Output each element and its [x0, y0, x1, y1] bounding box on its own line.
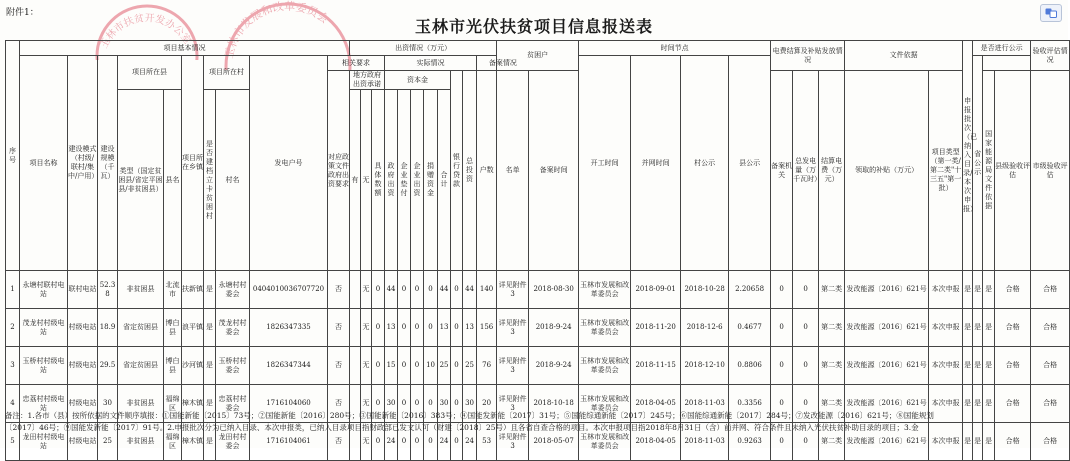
cell-nea-file: 发改能源〔2016〕621号 [845, 347, 929, 385]
cell-proj-type: 第二类 [819, 385, 845, 423]
header-total: 总投资 [463, 71, 477, 271]
cell-nea-file: 发改能源〔2016〕621号 [845, 271, 929, 309]
cell-village: 永塘村村委会 [216, 271, 250, 309]
cell-households: 140 [477, 271, 497, 309]
cell-city-acc: 合格 [1031, 385, 1070, 423]
cell-names: 详见附件3 [497, 347, 529, 385]
cell-scale: 25 [98, 423, 118, 461]
cell-city-acc: 合格 [1031, 423, 1070, 461]
cell-subsidy: 0 [793, 271, 819, 309]
cell-account: 1826347335 [250, 309, 328, 347]
cell-gov: 30 [385, 385, 398, 423]
cell-mode: 村级电站 [68, 423, 98, 461]
cell-gov: 44 [385, 271, 398, 309]
header-build-mode: 建设模式（村级/联村/集中/户用） [68, 56, 98, 271]
cell-account: 1716104061 [250, 423, 328, 461]
header-city-acc: 市级验收评估 [1031, 71, 1070, 271]
header-village-poor: 是否建档立卡贫困村 [204, 90, 216, 271]
header-county-type: 类型（国定贫困县/省定平困县/非贫困县） [118, 90, 164, 271]
cell-city-acc: 合格 [1031, 347, 1070, 385]
header-seq: 序号 [6, 41, 20, 271]
svg-text:玉林市发展和改革委员会: 玉林市发展和改革委员会 [222, 0, 331, 60]
cell-apply-batch: 本次申报 [929, 385, 963, 423]
cell-town: 樟木镇 [182, 385, 204, 423]
cell-village: 茂龙村村委会 [216, 309, 250, 347]
cell-county: 北流市 [164, 271, 182, 309]
cell-record-time: 2018-05-07 [529, 423, 579, 461]
cell-name: 玉桥村村级电站 [20, 347, 68, 385]
cell-name: 忠荔村村级电站 [20, 385, 68, 423]
cell-nea-file: 发改能源〔2016〕621号 [845, 309, 929, 347]
header-poor-households: 贫困户 [497, 41, 579, 71]
cell-record-org: 玉林市发展和改革委员会 [579, 385, 631, 423]
header-subsidy: 领取的补贴（万元） [845, 71, 929, 271]
header-enterprise-fund: 企业出资 [411, 90, 424, 271]
cell-record-time: 2018-08-30 [529, 271, 579, 309]
cell-province-pub: 是 [983, 271, 995, 309]
cell-village-pub: 是 [963, 423, 973, 461]
cell-policy: 否 [328, 385, 350, 423]
header-county: 项目所在县 [118, 56, 182, 90]
cell-enterprise-loan: 0 [398, 271, 411, 309]
cell-grid-time: 2018-12-10 [681, 347, 729, 385]
cell-county: 博白县 [164, 347, 182, 385]
header-files: 文件依据 [845, 41, 963, 71]
cell-county-pub: 是 [973, 309, 983, 347]
cell-start-time: 2018-11-20 [631, 309, 681, 347]
table-row [6, 347, 1070, 385]
cell-county-pub: 是 [973, 347, 983, 385]
header-record-time: 备案时间 [529, 71, 579, 271]
header-enterprise-loan: 企业垫付 [398, 90, 411, 271]
header-amount: 具体数额 [372, 90, 385, 271]
cell-settle-fee: 0 [771, 271, 793, 309]
header-project-name: 项目名称 [20, 56, 68, 271]
cell-enterprise-loan: 0 [398, 309, 411, 347]
cell-subtotal: 44 [438, 271, 451, 309]
cell-nea-file: 发改能源〔2016〕621号 [845, 385, 929, 423]
header-county-acc: 县级验收评估 [995, 71, 1031, 271]
cell-mode: 村级电站 [68, 385, 98, 423]
header-settle-fee: 结算电费（万元） [819, 71, 845, 271]
cell-apply-batch: 本次申报 [929, 423, 963, 461]
cell-grid-time: 2018-11-03 [681, 423, 729, 461]
cell-province-pub: 是 [983, 347, 995, 385]
cell-enterprise-loan: 0 [398, 347, 411, 385]
header-capital: 资本金 [385, 71, 451, 90]
header-apply-batch: 申报批次（已纳入目录/本次申报） [963, 41, 973, 271]
cell-total: 44 [463, 271, 477, 309]
cell-seq: 2 [6, 309, 20, 347]
cell-mode: 村级电站 [68, 309, 98, 347]
cell-subsidy: 0 [793, 423, 819, 461]
cell-settle-fee: 0 [771, 347, 793, 385]
cell-name: 永塘村联村电站 [20, 271, 68, 309]
header-grid-time: 并网时间 [631, 56, 681, 271]
cell-has [350, 309, 361, 347]
cell-has [350, 271, 361, 309]
cell-power-total: 0.8806 [729, 347, 771, 385]
header-scale: 建设规模（千瓦） [98, 56, 118, 271]
cell-seq: 4 [6, 385, 20, 423]
cell-policy: 否 [328, 423, 350, 461]
cell-names: 详见附件3 [497, 423, 529, 461]
cell-record-org: 玉林市发展和改革委员会 [579, 271, 631, 309]
cell-scale: 30 [98, 385, 118, 423]
cell-enterprise-loan: 0 [398, 385, 411, 423]
cell-record-org: 玉林市发展和改革委员会 [579, 423, 631, 461]
header-policy: 对应政策文件政府出资要求 [328, 71, 350, 271]
cell-start-time: 2018-11-15 [631, 347, 681, 385]
translate-button[interactable] [1040, 4, 1062, 22]
svg-text:玉林市扶贫开发办公室: 玉林市扶贫开发办公室 [98, 13, 193, 51]
table-row [6, 309, 1070, 347]
header-has: 有 [350, 90, 361, 271]
cell-village-pub: 是 [963, 347, 973, 385]
header-acceptance: 验收评估情况 [1031, 41, 1070, 71]
header-project-info: 项目基本情况 [20, 41, 350, 56]
cell-amount: 0 [372, 309, 385, 347]
cell-enterprise-fund: 0 [411, 347, 424, 385]
cell-county-type: 非贫困县 [118, 423, 164, 461]
cell-county-type: 非贫困县 [118, 271, 164, 309]
cell-names: 详见附件3 [497, 385, 529, 423]
cell-amount: 0 [372, 423, 385, 461]
cell-mode: 村级电站 [68, 347, 98, 385]
cell-county-acc: 合格 [995, 347, 1031, 385]
cell-enterprise-fund: 0 [411, 309, 424, 347]
cell-village-pub: 是 [963, 271, 973, 309]
cell-town: 浪平镇 [182, 309, 204, 347]
cell-name: 龙田村村级电站 [20, 423, 68, 461]
header-account: 发电户号 [250, 56, 328, 271]
cell-seq: 5 [6, 423, 20, 461]
cell-city-acc: 合格 [1031, 309, 1070, 347]
cell-bank-loan: 0 [451, 271, 463, 309]
header-none: 无 [361, 90, 372, 271]
cell-total: 24 [463, 423, 477, 461]
header-village: 项目所在村 [204, 56, 250, 90]
header-gov: 政府出资 [385, 90, 398, 271]
cell-county-acc: 合格 [995, 423, 1031, 461]
header-county-name: 县名 [164, 90, 182, 271]
cell-scale: 52.38 [98, 271, 118, 309]
notes-line-1: 备注：1.各市（县）按所依据的文件顺序填报：①国能新能〔2015〕73号；②国能新能〔2016〕280号；③国能新能〔2016〕383号；④国能发新能〔2017〕31号；⑤国能综通新能〔2017〕245号；⑥国能综通新能〔2017〕284号；⑦发改能源〔2016〕621号；⑧国能规划 [5, 411, 934, 420]
cell-proj-type: 第二类 [819, 423, 845, 461]
cell-donation: 10 [424, 347, 438, 385]
cell-county: 博白县 [164, 309, 182, 347]
cell-start-time: 2018-04-05 [631, 385, 681, 423]
cell-amount: 0 [372, 385, 385, 423]
cell-start-time: 2018-04-05 [631, 423, 681, 461]
cell-village-pub: 是 [963, 309, 973, 347]
cell-total: 13 [463, 309, 477, 347]
cell-subtotal: 24 [438, 423, 451, 461]
cell-donation: 0 [424, 271, 438, 309]
header-nea-file: 国家能源局文件依据 [983, 71, 995, 271]
cell-county-acc: 合格 [995, 271, 1031, 309]
cell-county-type: 省定贫困县 [118, 347, 164, 385]
cell-scale: 29.5 [98, 347, 118, 385]
header-names: 名单 [497, 71, 529, 271]
cell-names: 详见附件3 [497, 271, 529, 309]
cell-village: 玉桥村村委会 [216, 347, 250, 385]
cell-proj-type: 第二类 [819, 347, 845, 385]
cell-subsidy: 0 [793, 309, 819, 347]
cell-town: 樟木镇 [182, 423, 204, 461]
cell-amount: 0 [372, 347, 385, 385]
cell-none: 无 [361, 423, 372, 461]
header-village-pub: 村公示 [681, 56, 729, 271]
cell-account: 1826347344 [250, 347, 328, 385]
cell-subsidy: 0 [793, 385, 819, 423]
cell-village: 忠荔村村委会 [216, 385, 250, 423]
header-province-pub: 省公示 [973, 56, 983, 271]
header-invest: 出资情况（万元） [350, 41, 497, 56]
cell-mode: 联村电站 [68, 271, 98, 309]
cell-proj-type: 第二类 [819, 271, 845, 309]
cell-account: 0404010036707720 [250, 271, 328, 309]
cell-policy: 否 [328, 271, 350, 309]
cell-gov: 13 [385, 309, 398, 347]
cell-county: 福绵区 [164, 385, 182, 423]
cell-province-pub: 是 [983, 309, 995, 347]
cell-total: 30 [463, 385, 477, 423]
cell-subtotal: 30 [438, 385, 451, 423]
cell-names: 详见附件3 [497, 309, 529, 347]
cell-grid-time: 2018-10-28 [681, 271, 729, 309]
cell-none: 无 [361, 309, 372, 347]
cell-enterprise-fund: 0 [411, 423, 424, 461]
cell-province-pub: 是 [983, 423, 995, 461]
cell-policy: 否 [328, 347, 350, 385]
cell-record-time: 2018-9-24 [529, 309, 579, 347]
cell-enterprise-fund: 0 [411, 385, 424, 423]
cell-nea-file: 发改能源〔2016〕621号 [845, 423, 929, 461]
cell-none: 无 [361, 347, 372, 385]
project-info-table [5, 40, 1070, 461]
notes-line-2: 〔2017〕46号；⑨国能发新能〔2017〕91号。2.申报批次分为已纳入目录、本次申报类，已纳入目录项目指财政部已发文认可（财建〔2018〕25号）且各省自查合格的项目。本次申报项目指2018年8月31日（含）前并网、符合条件且未纳入光伏扶贫补助目录的项目；3.金 [5, 423, 919, 432]
cell-bank-loan: 0 [451, 347, 463, 385]
cell-power-total: 2.20658 [729, 271, 771, 309]
header-subtotal: 合计 [438, 90, 451, 271]
page-title: 玉林市光伏扶贫项目信息报送表 [414, 17, 653, 36]
header-proj-type: 项目类型（第一类/第二类"十三五"第一批） [929, 71, 963, 271]
cell-village-poor: 是 [204, 423, 216, 461]
cell-village-pub: 是 [963, 385, 973, 423]
cell-village-poor: 是 [204, 347, 216, 385]
cell-subtotal: 25 [438, 347, 451, 385]
cell-households: 20 [477, 385, 497, 423]
cell-proj-type: 第二类 [819, 309, 845, 347]
cell-county-pub: 是 [973, 385, 983, 423]
cell-bank-loan: 0 [451, 423, 463, 461]
cell-seq: 3 [6, 347, 20, 385]
header-start-time: 开工时间 [579, 56, 631, 271]
cell-record-time: 2018-9-24 [529, 347, 579, 385]
cell-apply-batch: 本次申报 [929, 347, 963, 385]
header-households: 户数 [477, 71, 497, 271]
cell-county-acc: 合格 [995, 309, 1031, 347]
cell-village-poor: 是 [204, 271, 216, 309]
cell-households: 76 [477, 347, 497, 385]
cell-settle-fee: 0 [771, 309, 793, 347]
cell-county-pub: 是 [973, 271, 983, 309]
header-village-name: 村名 [216, 90, 250, 271]
cell-settle-fee: 0 [771, 385, 793, 423]
cell-village: 龙田村村委会 [216, 423, 250, 461]
cell-name: 茂龙村村级电站 [20, 309, 68, 347]
header-county-pub: 县公示 [729, 56, 771, 271]
cell-record-org: 玉林市发展和改革委员会 [579, 347, 631, 385]
cell-has [350, 347, 361, 385]
attachment-label: 附件1： [6, 8, 39, 18]
header-power-total: 总发电量（万千瓦时） [793, 71, 819, 271]
cell-start-time: 2018-09-01 [631, 271, 681, 309]
header-bank-loan: 银行贷款 [451, 71, 463, 271]
cell-power-total: 0.9263 [729, 423, 771, 461]
cell-households: 53 [477, 423, 497, 461]
cell-power-total: 0.4677 [729, 309, 771, 347]
cell-gov: 24 [385, 423, 398, 461]
cell-province-pub: 是 [983, 385, 995, 423]
cell-apply-batch: 本次申报 [929, 309, 963, 347]
cell-donation: 0 [424, 385, 438, 423]
cell-county-type: 省定贫困县 [118, 309, 164, 347]
cell-record-time: 2018-10-18 [529, 385, 579, 423]
header-gov-promise: 地方政府出资承诺 [350, 71, 385, 90]
header-record-org: 备案机关 [771, 71, 793, 271]
cell-town: 沙河镇 [182, 347, 204, 385]
cell-enterprise-fund: 0 [411, 271, 424, 309]
cell-bank-loan: 0 [451, 385, 463, 423]
cell-households: 156 [477, 309, 497, 347]
cell-record-org: 玉林市发展和改革委员会 [579, 309, 631, 347]
cell-seq: 1 [6, 271, 20, 309]
cell-donation: 0 [424, 309, 438, 347]
header-actual: 实际情况 [385, 56, 477, 71]
cell-subtotal: 13 [438, 309, 451, 347]
header-donation: 捐赠资金 [424, 90, 438, 271]
table-row [6, 271, 1070, 309]
cell-county-type: 非贫困县 [118, 385, 164, 423]
cell-county: 福绵区 [164, 423, 182, 461]
header-publicized: 是否进行公示 [973, 41, 1031, 56]
cell-village-poor: 是 [204, 385, 216, 423]
cell-scale: 18.9 [98, 309, 118, 347]
cell-none: 无 [361, 271, 372, 309]
cell-city-acc: 合格 [1031, 271, 1070, 309]
cell-bank-loan: 0 [451, 309, 463, 347]
cell-grid-time: 2018-11-03 [681, 385, 729, 423]
cell-county-acc: 合格 [995, 385, 1031, 423]
cell-apply-batch: 本次申报 [929, 271, 963, 309]
cell-total: 25 [463, 347, 477, 385]
cell-grid-time: 2018-12-6 [681, 309, 729, 347]
header-record: 备案情况 [477, 56, 529, 71]
cell-amount: 0 [372, 271, 385, 309]
header-timeline: 时间节点 [579, 41, 771, 56]
header-settlement: 电费结算及补贴发放情况 [771, 41, 845, 71]
cell-account: 1716104060 [250, 385, 328, 423]
cell-county-pub: 是 [973, 423, 983, 461]
cell-subsidy: 0 [793, 347, 819, 385]
cell-settle-fee: 0 [771, 423, 793, 461]
notes [5, 410, 1063, 434]
cell-town: 扶新镇 [182, 271, 204, 309]
cell-power-total: 0.3356 [729, 385, 771, 423]
cell-none: 无 [361, 385, 372, 423]
translate-icon [1045, 8, 1057, 18]
header-town: 项目所在乡镇 [182, 56, 204, 271]
cell-village-poor: 是 [204, 309, 216, 347]
cell-gov: 15 [385, 347, 398, 385]
cell-policy: 否 [328, 309, 350, 347]
cell-enterprise-loan: 0 [398, 423, 411, 461]
cell-donation: 0 [424, 423, 438, 461]
header-related-req: 相关要求 [328, 56, 385, 71]
